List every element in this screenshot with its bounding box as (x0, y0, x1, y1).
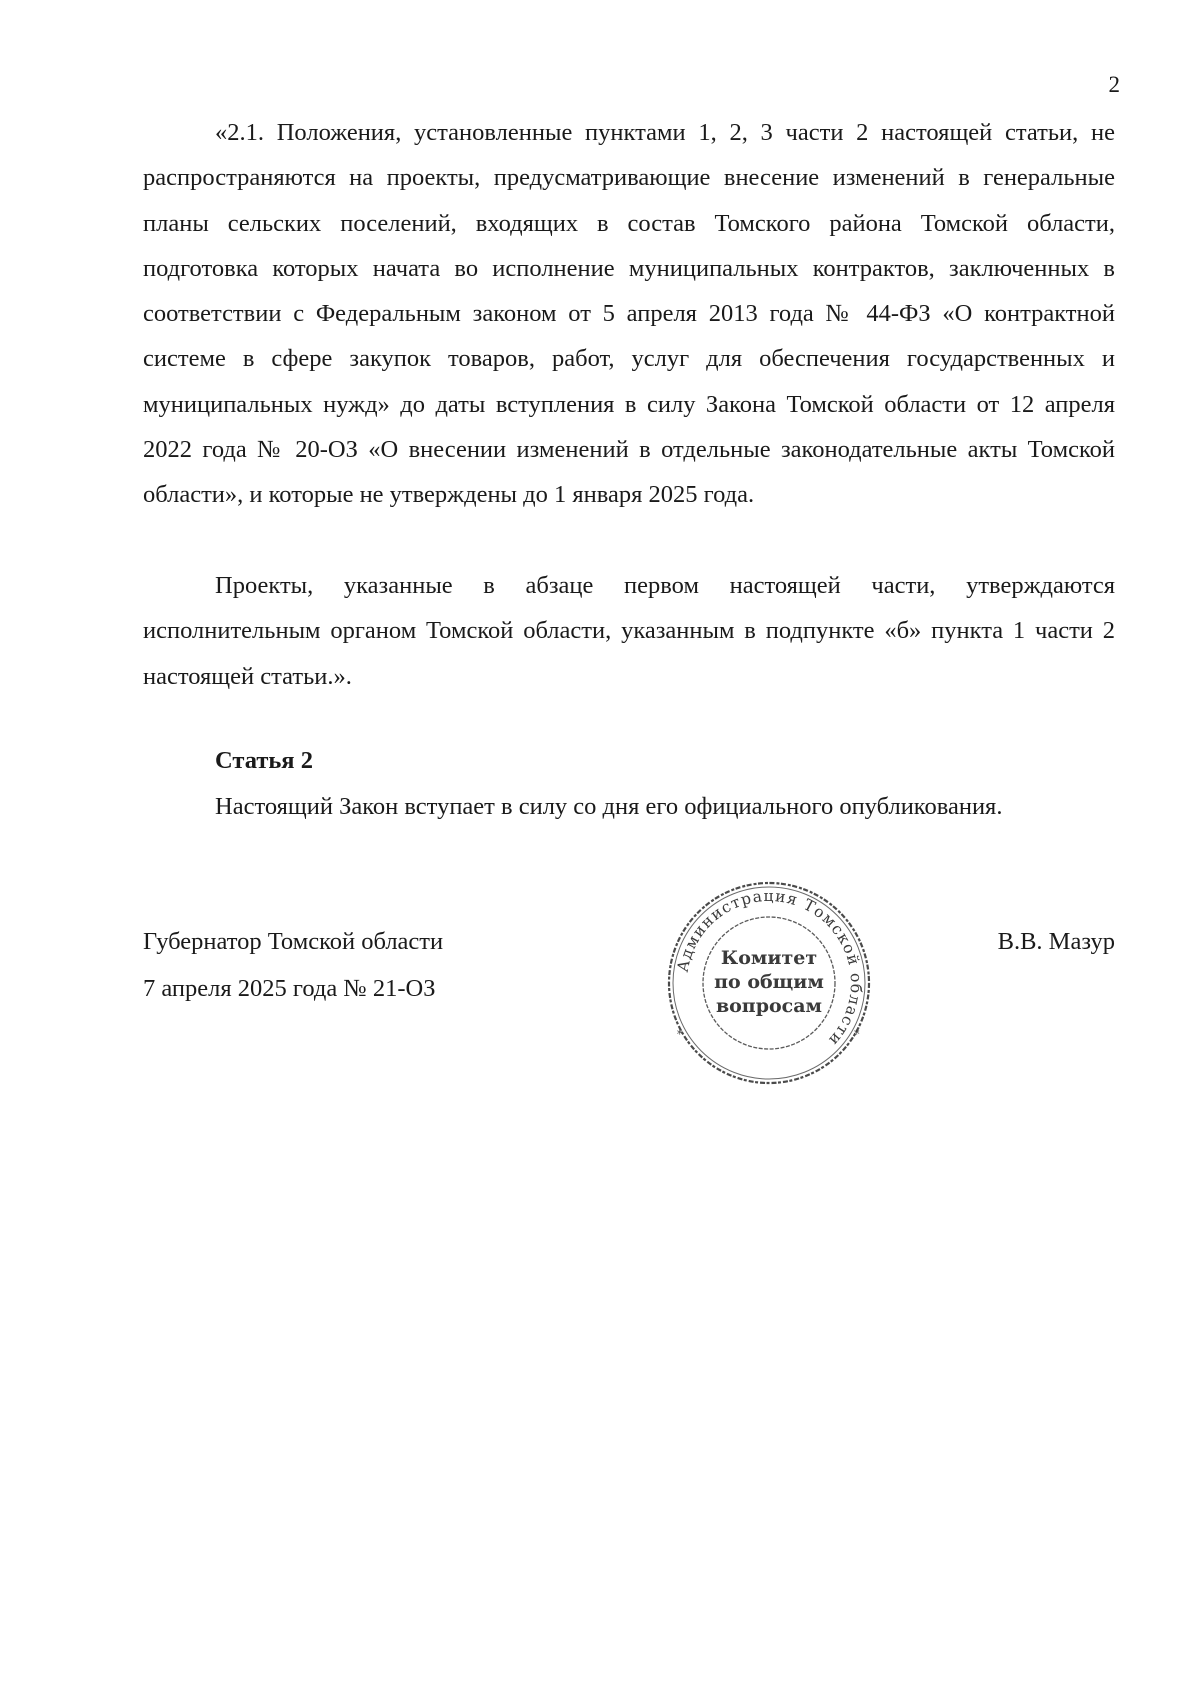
seal-ring-text: Администрация Томской области (673, 886, 866, 1050)
signer-title: Губернатор Томской области (143, 928, 444, 955)
paragraph-approval (143, 563, 1115, 699)
signer-name: В.В. Мазур (997, 928, 1115, 955)
seal-star-left: * (677, 1028, 683, 1041)
seal-center-line: Комитет (720, 947, 818, 969)
article-heading: Статья 2 (215, 747, 313, 774)
paragraph-text: «2.1. Положения, установленные пунктами 1, 2, 3 части 2 настоящей статьи, не распространяются на проекты, предусматривающие внесение изменений в генеральные планы сельских поселений, входящих в состав Томского района Томской области, подготовка которых начата во исполнение муниципальных контрактов, заключенных в соответствии с Федеральным законом от 5 апреля 2013 года № 44-ФЗ «О контрактной системе в сфере закупок товаров, работ, услуг для обеспечения государственных и муниципальных нужд» до даты вступления в силу Закона Томской области от 12 апреля 2022 года № 20-ОЗ «О внесении изменений в отдельные законодательные акты Томской области», и которые не утверждены до 1 января 2025 года. (143, 119, 1115, 509)
article-body: Настоящий Закон вступает в силу со дня его официального опубликования. (215, 793, 1003, 820)
law-date-number: 7 апреля 2025 года № 21-ОЗ (143, 975, 436, 1002)
seal-icon (664, 878, 874, 1088)
official-seal (664, 878, 874, 1088)
paragraph-2-1 (143, 110, 1115, 518)
page-number: 2 (1108, 72, 1120, 97)
seal-center-line: вопросам (715, 995, 823, 1017)
paragraph-text: Проекты, указанные в абзаце первом настоящей части, утверждаются исполнительным органом Томской области, указанным в подпункте «б» пункта 1 части 2 настоящей статьи.». (143, 572, 1115, 690)
seal-center-line: по общим (714, 971, 824, 993)
seal-star-right: * (854, 1028, 860, 1041)
